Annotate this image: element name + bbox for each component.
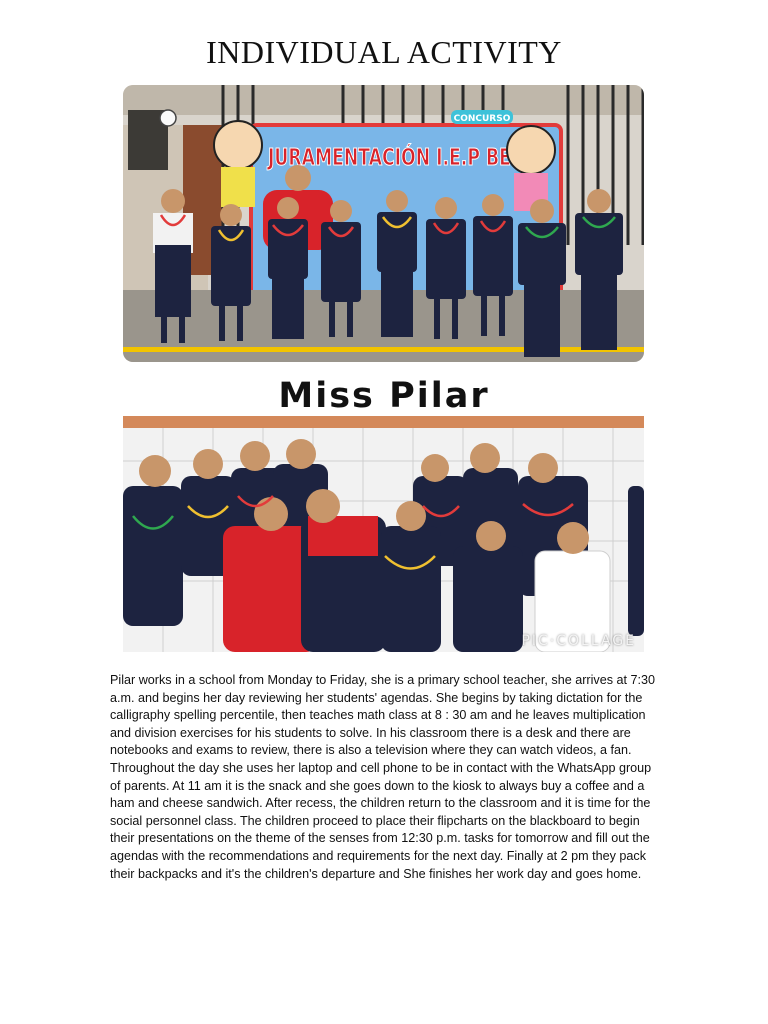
classroom-photo <box>123 416 644 652</box>
body-paragraph: Pilar works in a school from Monday to Friday, she is a primary school teacher, she arrives at 7:30 a.m. and begins her day reviewing her students' agendas. She begins by taking dictation for the calligraphy spelling percentile, then teaches math class at 8 : 30 am and he leaves multiplication and division exercises for his students to solve. In his classroom there is a desk and there are notebooks and exams to review, there is also a television where they can watch videos, a fan. Throughout the day she uses her laptop and cell phone to be in contact with the WhatsApp group of parents. At 11 am it is the snack and she goes down to the kiosk to always buy a coffee and a ham and cheese sandwich. After recess, the children return to the classroom and it is time for the social personnel class. The children proceed to place their flipcharts on the blackboard to begin their presentations on the theme of the senses from 12:30 p.m. tasks for tomorrow and fill out the agendas with the recommendations and requirements for the next day. Finally at 2 pm they pack their backpacks and it's the children's departure and She finishes her work day and goes home. <box>110 673 656 881</box>
group-photo-banner <box>123 85 644 362</box>
group-photo-banner-illustration <box>123 85 644 362</box>
photo-watermark: PIC·COLLAGE <box>521 633 636 649</box>
classroom-photo-illustration <box>123 416 644 652</box>
banner-sticker: CONCURSO <box>453 114 511 124</box>
banner-text: JURAMENTACIÓN I.E.P BELÉN <box>268 145 643 171</box>
page-title: INDIVIDUAL ACTIVITY <box>206 34 562 70</box>
photo-caption: Miss Pilar <box>278 376 490 416</box>
